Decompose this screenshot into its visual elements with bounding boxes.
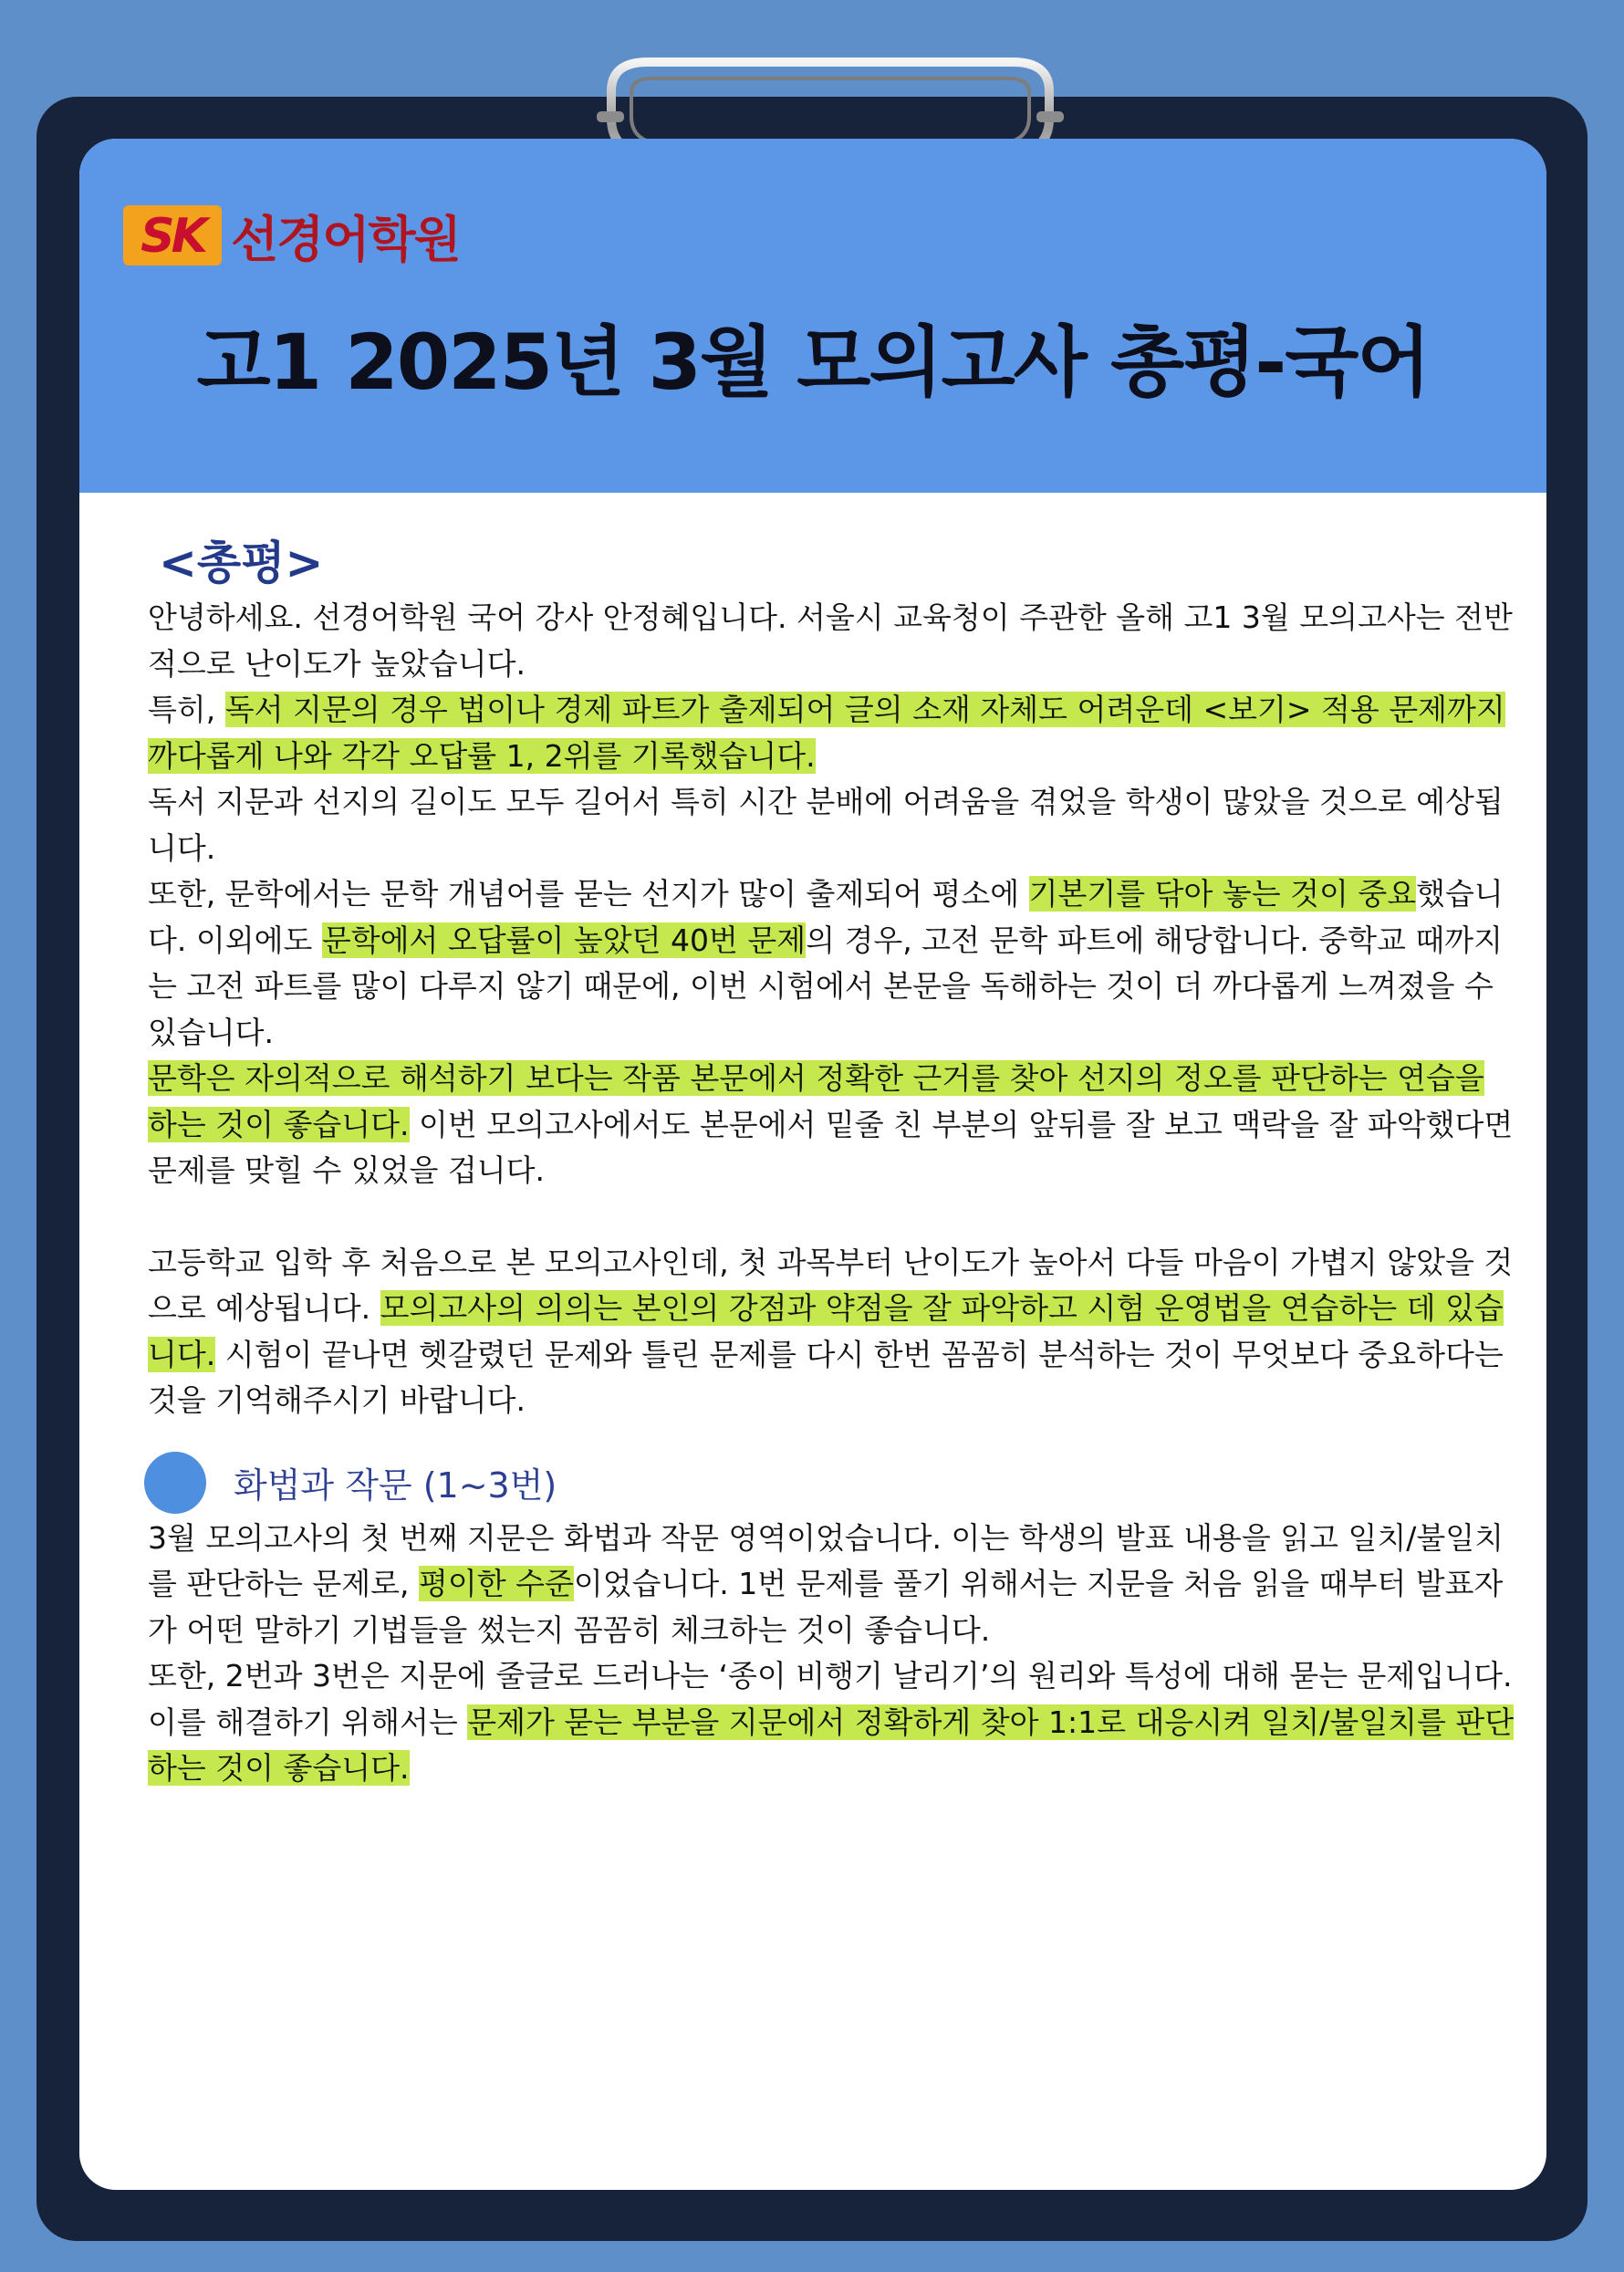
paragraph	[148, 595, 1516, 687]
paragraph-text: 했습니다. 이외에도	[148, 876, 1504, 958]
paragraph	[148, 871, 1516, 1056]
highlighted-text: 기본기를 닦아 놓는 것이 중요	[1028, 876, 1417, 912]
bullet-dot-icon	[144, 1452, 206, 1514]
paragraph-text: 이번 모의고사에서도 본문에서 밑줄 친 부분의 앞뒤를 잘 보고 맥락을 잘 파악했다면 문제를 맞힐 수 있었을 겁니다.	[148, 1106, 1514, 1188]
subsection-paragraphs	[148, 1516, 1516, 1792]
brand-logo	[123, 199, 460, 272]
subsection-heading	[148, 1450, 1516, 1516]
paragraph	[148, 1653, 1516, 1792]
paragraph-text: 의 경우, 고전 문학 파트에 해당합니다. 중학교 때까지는 고전 파트를 많이 다루지 않기 때문에, 이번 시험에서 본문을 독해하는 것이 더 까다롭게 느껴졌을 수 있습니다.	[148, 922, 1503, 1050]
paragraph	[148, 1056, 1516, 1194]
paragraph-text: 특히,	[148, 692, 225, 727]
page-title: 고1 2025년 3월 모의고사 총평-국어	[196, 318, 1430, 407]
paragraph-text: 또한, 문학에서는 문학 개념어를 묻는 선지가 많이 출제되어 평소에	[148, 876, 1029, 912]
highlighted-text: 모의고사의 의의는 본인의 강점과 약점을 잘 파악하고 시험 운영법을 연습하는 데 있습니다.	[148, 1290, 1504, 1372]
highlighted-text: 문학에서 오답률이 높았던 40번 문제	[321, 922, 807, 958]
highlighted-text: 평이한 수준	[418, 1566, 574, 1601]
paragraph-spacer	[148, 1194, 1516, 1240]
subsection-title: 화법과 작문 (1~3번)	[234, 1465, 557, 1506]
header-band	[79, 139, 1546, 493]
paragraph-text: 안녕하세요. 선경어학원 국어 강사 안정혜입니다. 서울시 교육청이 주관한 올해 고1 3월 모의고사는 전반적으로 난이도가 높았습니다.	[148, 599, 1513, 682]
article-body	[148, 531, 1516, 1792]
paragraph	[148, 687, 1516, 779]
paragraph-text: 독서 지문과 선지의 길이도 모두 길어서 특히 시간 분배에 어려움을 겪었을 학생이 많았을 것으로 예상됩니다.	[148, 784, 1504, 866]
section-paragraphs-closing	[148, 1240, 1516, 1424]
brand-name: 선경어학원	[231, 210, 460, 268]
paragraph-text: 이었습니다. 1번 문제를 풀기 위해서는 지문을 처음 읽을 때부터 발표자가 어떤 말하기 기법들을 썼는지 꼼꼼히 체크하는 것이 좋습니다.	[148, 1566, 1504, 1648]
paragraph-text: 또한, 2번과 3번은 지문에 줄글로 드러나는 ‘종이 비행기 날리기’의 원리와 특성에 대해 묻는 문제입니다. 이를 해결하기 위해서는	[148, 1658, 1513, 1740]
section-heading: <총평>	[159, 537, 324, 589]
highlighted-text: 문학은 자의적으로 해석하기 보다는 작품 본문에서 정확한 근거를 찾아 선지의 정오를 판단하는 연습을 하는 것이 좋습니다.	[148, 1060, 1484, 1142]
highlighted-text: 독서 지문의 경우 법이나 경제 파트가 출제되어 글의 소재 자체도 어려운데 <보기> 적용 문제까지 까다롭게 나와 각각 오답률 1, 2위를 기록했습니다.	[148, 692, 1505, 774]
paragraph-text: 3월 모의고사의 첫 번째 지문은 화법과 작문 영역이었습니다. 이는 학생의 발표 내용을 읽고 일치/불일치를 판단하는 문제로,	[148, 1519, 1504, 1601]
paragraph-text: 시험이 끝나면 헷갈렸던 문제와 틀린 문제를 다시 한번 꼼꼼히 분석하는 것이 무엇보다 중요하다는 것을 기억해주시기 바랍니다.	[148, 1336, 1504, 1418]
brand-mark-icon: SK	[123, 205, 222, 266]
paragraph	[148, 1240, 1516, 1424]
paragraph	[148, 779, 1516, 871]
paper-sheet	[79, 139, 1546, 2190]
paragraph	[148, 1516, 1516, 1654]
highlighted-text: 문제가 묻는 부분을 지문에서 정확하게 찾아 1:1로 대응시켜 일치/불일치를 판단하는 것이 좋습니다.	[148, 1704, 1515, 1786]
section-paragraphs	[148, 595, 1516, 1194]
paragraph-text: 고등학교 입학 후 처음으로 본 모의고사인데, 첫 과목부터 난이도가 높아서 다들 마음이 가볍지 않았을 것으로 예상됩니다.	[148, 1244, 1514, 1326]
